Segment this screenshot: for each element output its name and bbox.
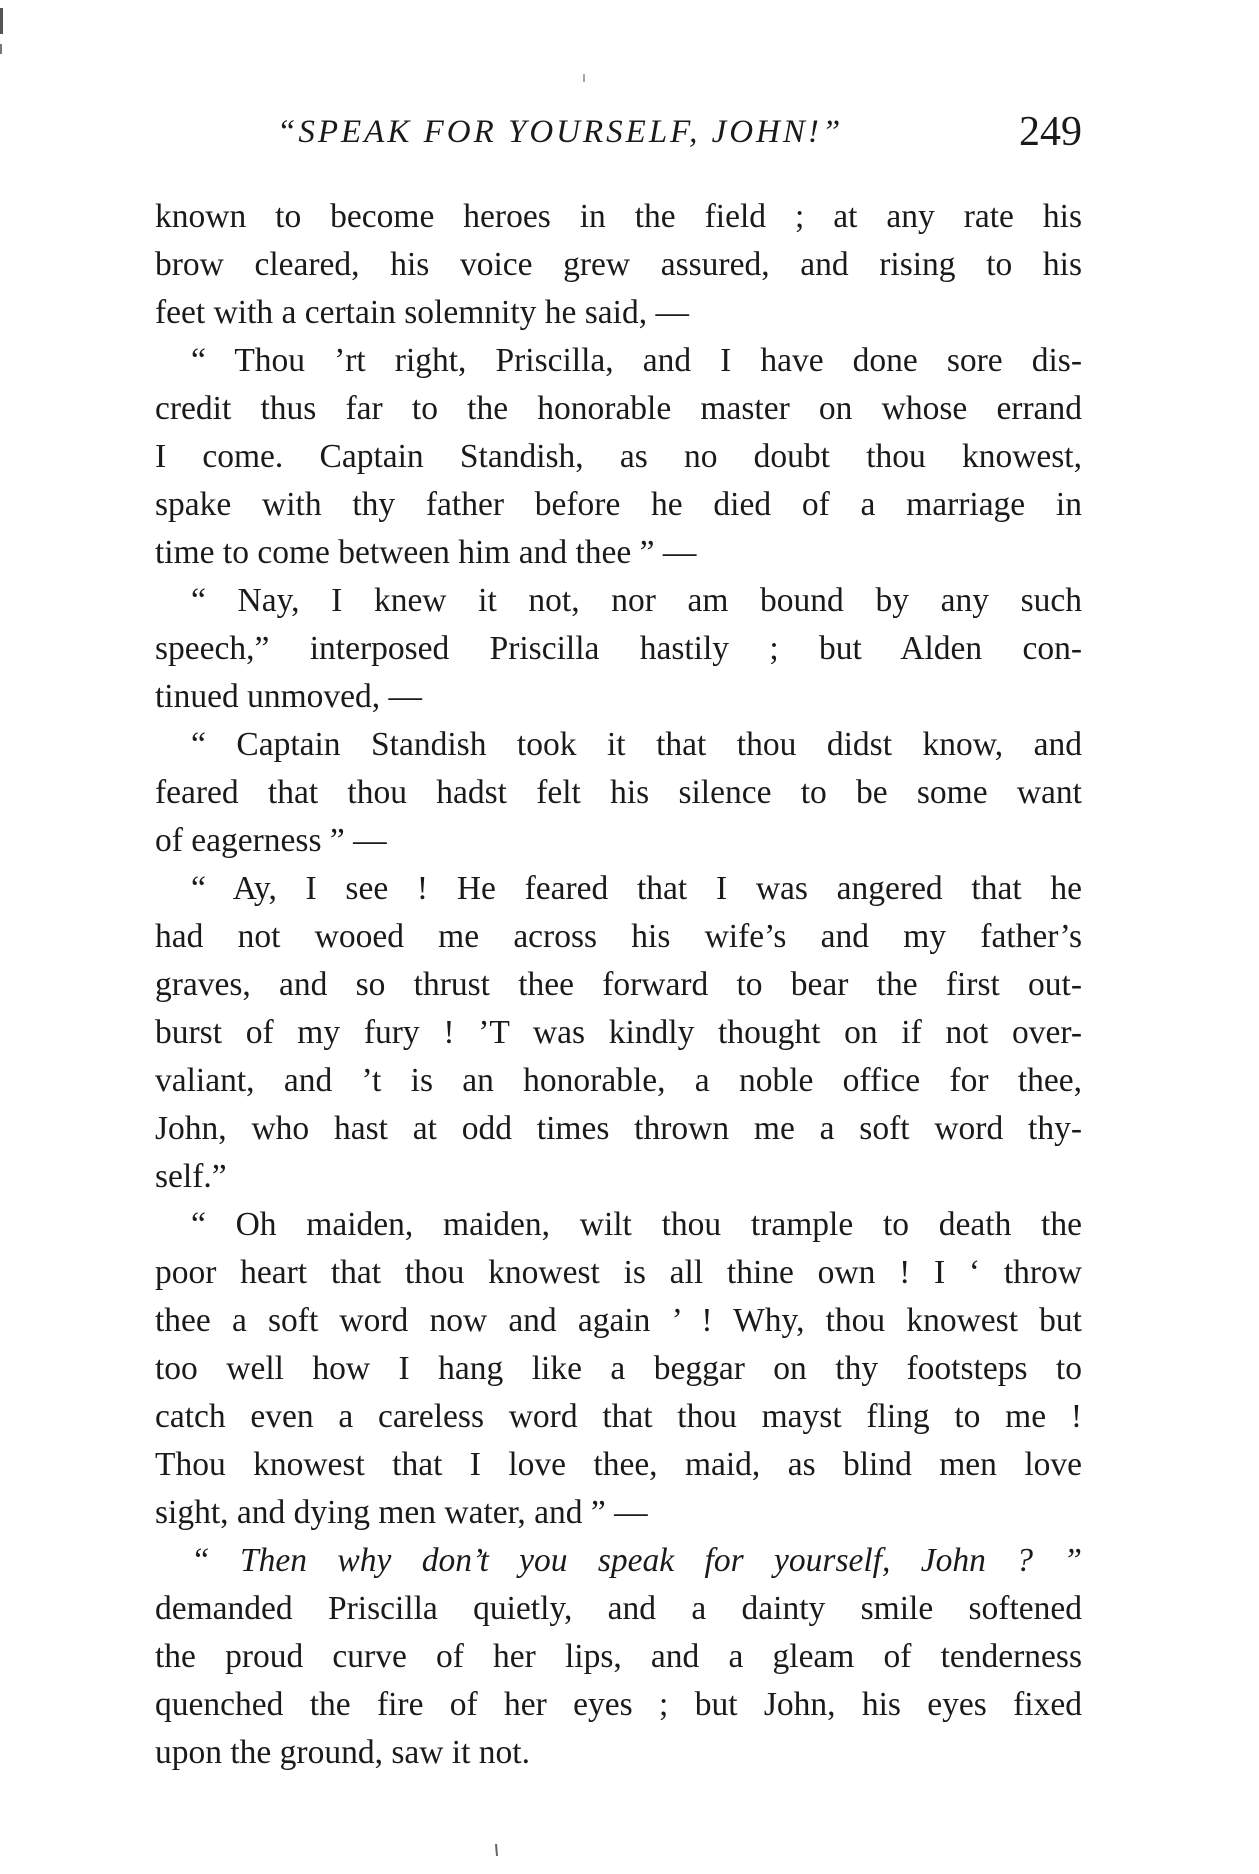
text-line: “ Then why don’t you speak for yourself, John ? ” bbox=[191, 1542, 1082, 1579]
text-line: time to come between him and thee ” — bbox=[155, 534, 697, 571]
text-line: sight, and dying men water, and ” — bbox=[155, 1494, 648, 1531]
text-line: brow cleared, his voice grew assured, and rising to his bbox=[155, 246, 1082, 283]
text-line: Thou knowest that I love thee, maid, as blind men love bbox=[155, 1446, 1082, 1483]
text-line: “ Ay, I see ! He feared that I was angered that he bbox=[191, 870, 1082, 907]
text-line: “ Thou ’rt right, Priscilla, and I have done sore dis- bbox=[191, 342, 1082, 379]
text-line: tinued unmoved, — bbox=[155, 678, 423, 715]
margin-speck bbox=[0, 44, 2, 54]
text-line: John, who hast at odd times thrown me a soft word thy- bbox=[155, 1110, 1082, 1147]
text-line: feet with a certain solemnity he said, — bbox=[155, 294, 689, 331]
text-line: valiant, and ’t is an honorable, a noble office for thee, bbox=[155, 1062, 1082, 1099]
margin-speck bbox=[496, 1844, 497, 1856]
margin-speck bbox=[0, 8, 3, 34]
text-line: catch even a careless word that thou mayst fling to me ! bbox=[155, 1398, 1082, 1435]
text-line: demanded Priscilla quietly, and a dainty smile softened bbox=[155, 1590, 1082, 1627]
running-title: “SPEAK FOR YOURSELF, JOHN!” bbox=[277, 114, 844, 150]
text-line: upon the ground, saw it not. bbox=[155, 1734, 530, 1771]
text-line: self.” bbox=[155, 1158, 227, 1195]
text-line: had not wooed me across his wife’s and my father’s bbox=[155, 918, 1082, 955]
text-line: the proud curve of her lips, and a gleam of tenderness bbox=[155, 1638, 1082, 1675]
text-line: “ Oh maiden, maiden, wilt thou trample to death the bbox=[191, 1206, 1082, 1243]
text-line: “ Nay, I knew it not, nor am bound by any such bbox=[191, 582, 1082, 619]
running-head bbox=[155, 108, 1082, 160]
text-line: poor heart that thou knowest is all thine own ! I ‘ throw bbox=[155, 1254, 1082, 1291]
text-line: graves, and so thrust thee forward to bear the first out- bbox=[155, 966, 1082, 1003]
text-line: “ Captain Standish took it that thou didst know, and bbox=[191, 726, 1082, 763]
text-line: feared that thou hadst felt his silence to be some want bbox=[155, 774, 1082, 811]
text-line: burst of my fury ! ’T was kindly thought on if not over- bbox=[155, 1014, 1082, 1051]
text-line: too well how I hang like a beggar on thy footsteps to bbox=[155, 1350, 1082, 1387]
body-text bbox=[155, 193, 1082, 1777]
text-line: credit thus far to the honorable master on whose errand bbox=[155, 390, 1082, 427]
text-line: spake with thy father before he died of a marriage in bbox=[155, 486, 1082, 523]
text-line: known to become heroes in the field ; at any rate his bbox=[155, 198, 1082, 235]
text-line: speech,” interposed Priscilla hastily ; but Alden con- bbox=[155, 630, 1082, 667]
page-number: 249 bbox=[1019, 109, 1082, 155]
text-line: I come. Captain Standish, as no doubt thou knowest, bbox=[155, 438, 1082, 475]
text-line: quenched the fire of her eyes ; but John, his eyes fixed bbox=[155, 1686, 1082, 1723]
text-line: of eagerness ” — bbox=[155, 822, 387, 859]
text-line: thee a soft word now and again ’ ! Why, thou knowest but bbox=[155, 1302, 1082, 1339]
